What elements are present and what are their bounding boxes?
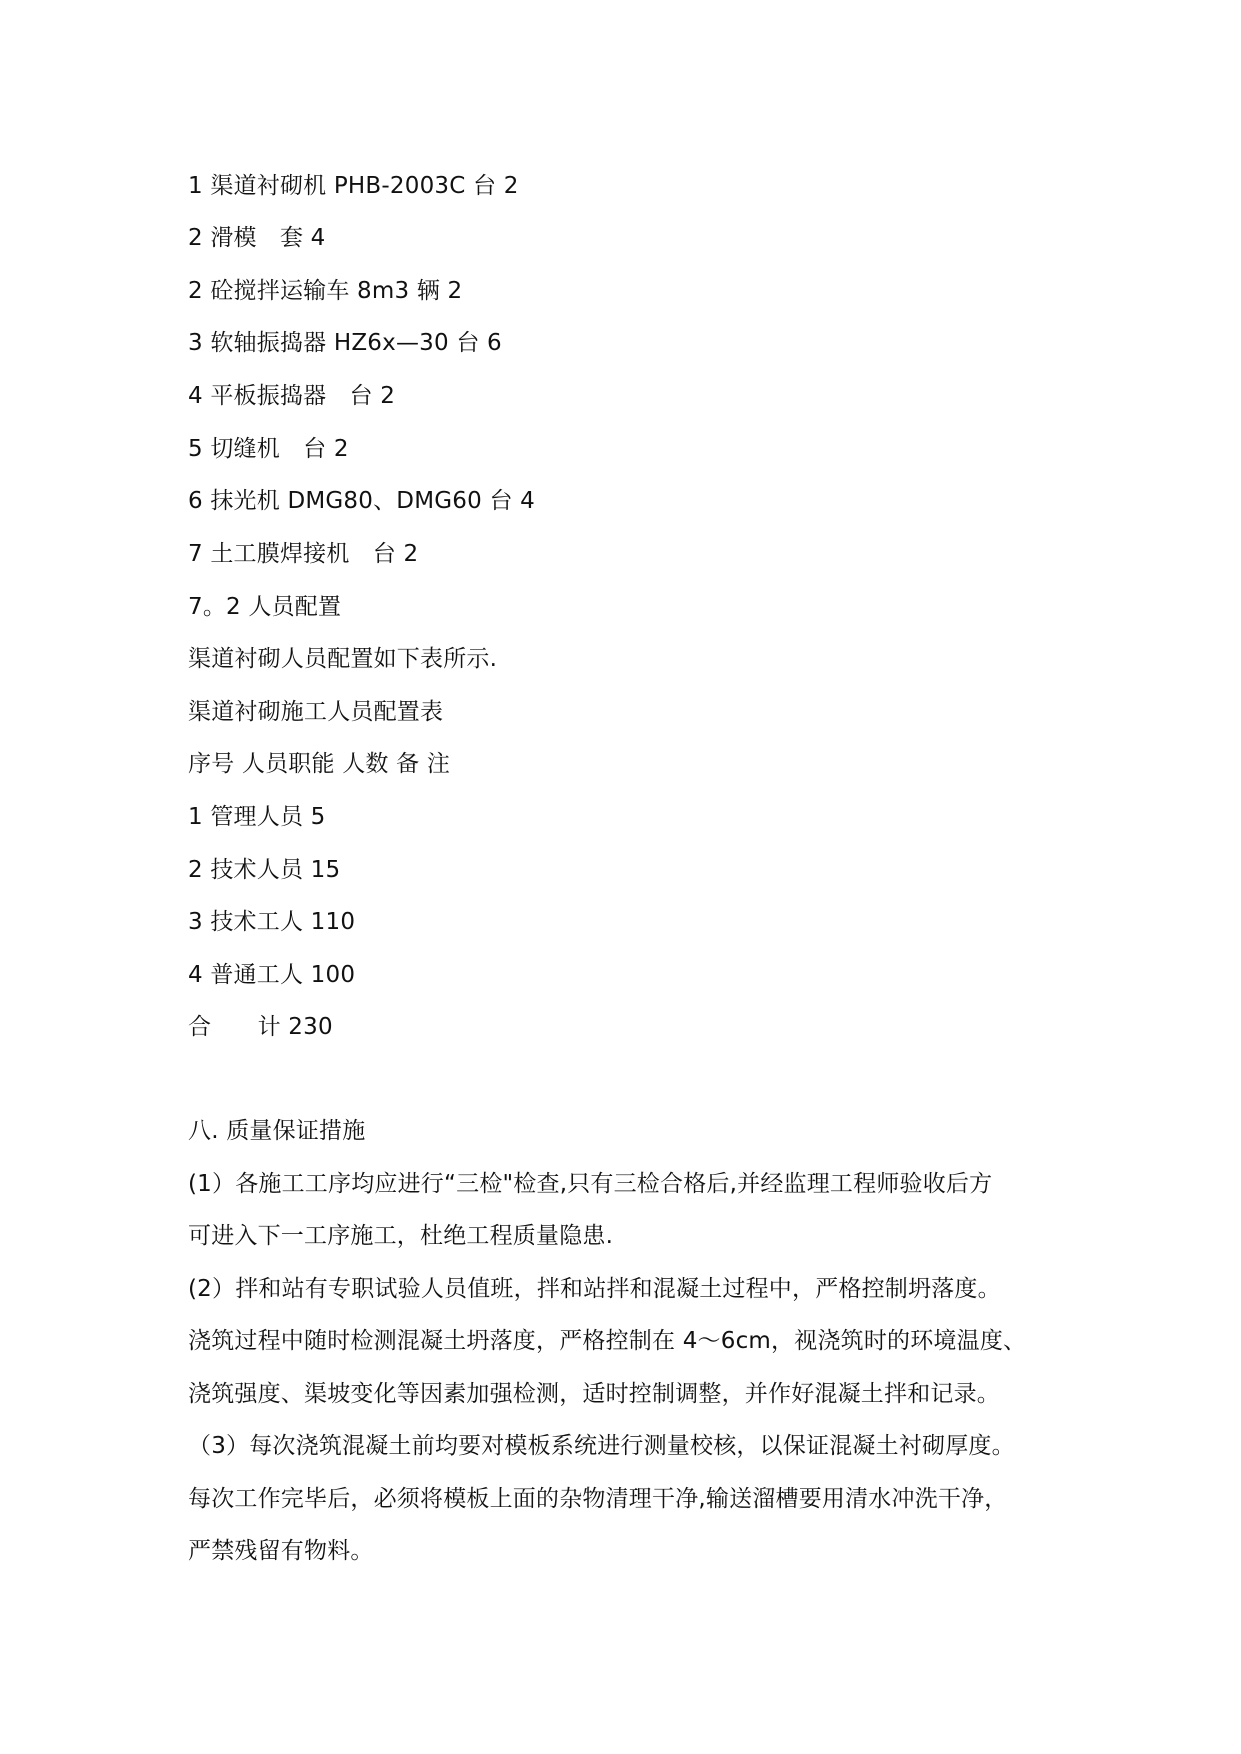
equipment-row: 2 滑模 套 4 <box>188 225 326 251</box>
equipment-row: 7 土工膜焊接机 台 2 <box>188 541 419 567</box>
section-heading-quality: 八. 质量保证措施 <box>188 1118 366 1144</box>
staffing-table-title: 渠道衬砌施工人员配置表 <box>188 699 444 725</box>
staffing-total-row: 合 计 230 <box>188 1014 333 1040</box>
quality-paragraph-line: 浇筑强度、渠坡变化等因素加强检测，适时控制调整，并作好混凝土拌和记录。 <box>188 1381 1000 1407</box>
quality-paragraph-line: (1）各施工工序均应进行“三检"检查,只有三检合格后,并经监理工程师验收后方 <box>188 1171 993 1197</box>
equipment-row: 6 抹光机 DMG80、DMG60 台 4 <box>188 488 535 514</box>
staffing-row: 4 普通工人 100 <box>188 962 356 988</box>
staffing-row: 3 技术工人 110 <box>188 909 356 935</box>
quality-paragraph-line: (2）拌和站有专职试验人员值班，拌和站拌和混凝土过程中，严格控制坍落度。 <box>188 1276 1001 1302</box>
quality-paragraph-line: 每次工作完毕后，必须将模板上面的杂物清理干净,输送溜槽要用清水冲洗干净， <box>188 1486 1008 1512</box>
quality-paragraph-line: 浇筑过程中随时检测混凝土坍落度，严格控制在 4～6cm，视浇筑时的环境温度、 <box>188 1328 1027 1354</box>
staffing-row: 2 技术人员 15 <box>188 857 341 883</box>
equipment-row: 1 渠道衬砌机 PHB-2003C 台 2 <box>188 173 519 199</box>
quality-paragraph-line: （3）每次浇筑混凝土前均要对模板系统进行测量校核，以保证混凝土衬砌厚度。 <box>188 1433 1015 1459</box>
section-heading-staffing: 7。2 人员配置 <box>188 594 342 620</box>
staffing-intro: 渠道衬砌人员配置如下表所示. <box>188 646 498 672</box>
staffing-row: 1 管理人员 5 <box>188 804 326 830</box>
equipment-row: 4 平板振捣器 台 2 <box>188 383 396 409</box>
quality-paragraph-line: 可进入下一工序施工，杜绝工程质量隐患. <box>188 1223 614 1249</box>
staffing-table-header: 序号 人员职能 人数 备 注 <box>188 751 451 777</box>
quality-paragraph-line: 严禁残留有物料。 <box>188 1538 374 1564</box>
equipment-row: 3 软轴振捣器 HZ6x—30 台 6 <box>188 330 502 356</box>
equipment-row: 5 切缝机 台 2 <box>188 436 349 462</box>
equipment-row: 2 砼搅拌运输车 8m3 辆 2 <box>188 278 463 304</box>
